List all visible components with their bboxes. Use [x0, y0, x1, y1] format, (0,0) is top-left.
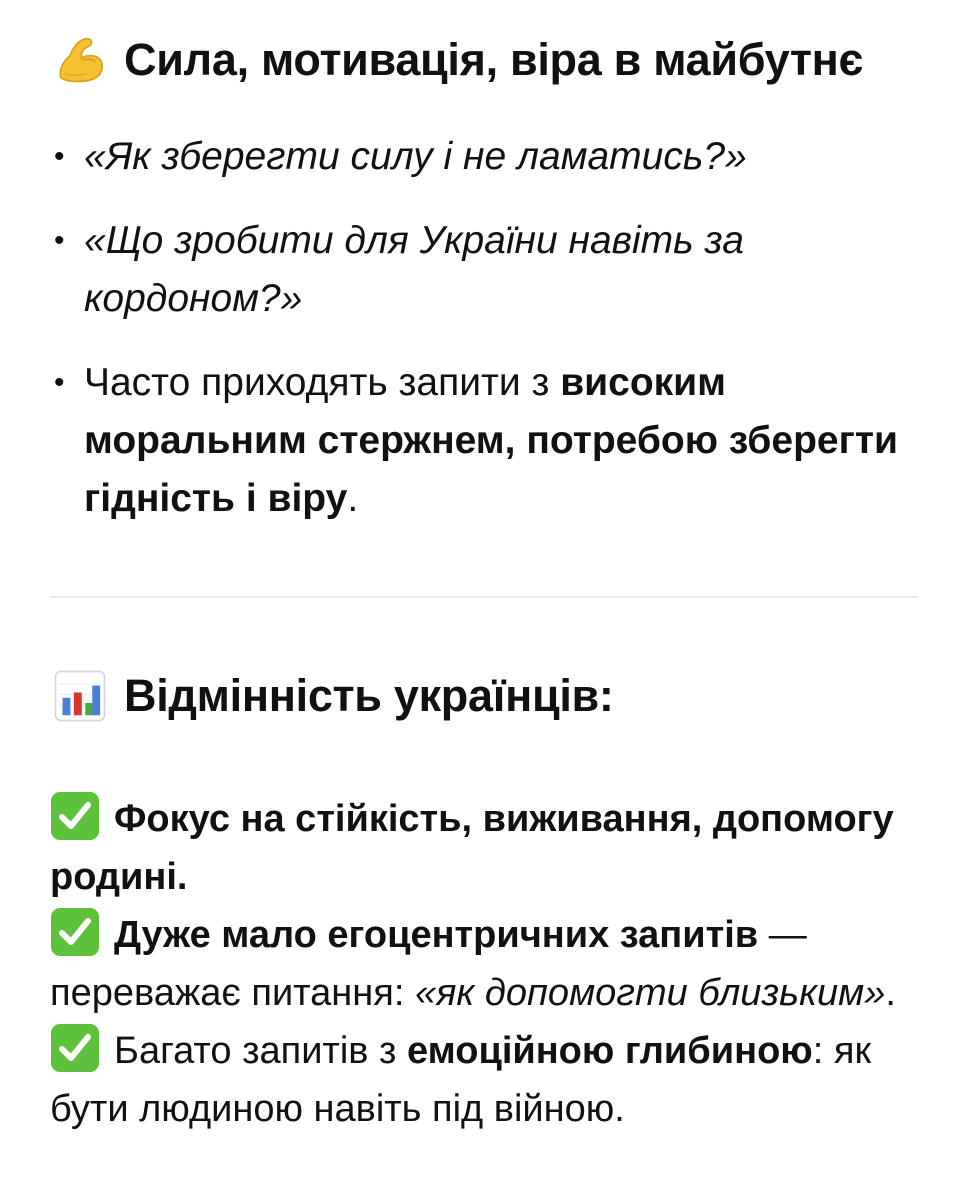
list-item	[52, 212, 922, 328]
check-mark-button-icon	[50, 791, 100, 841]
list-text: .	[885, 972, 896, 1014]
section-title: Відмінність українців:	[124, 670, 614, 721]
quote-text: «Як зберегти силу і не ламатись?»	[84, 135, 747, 178]
list-text-bold: Фокус на стійкість, виживання, допомогу родині.	[50, 798, 894, 898]
bullet-dot: •	[54, 224, 65, 257]
list-text: Часто приходять запити з	[84, 361, 561, 404]
list-text-bold: високим моральним стержнем, потребою зберегти гідність і віру	[84, 361, 898, 520]
checklist-differences	[50, 790, 930, 1138]
check-mark-button-icon	[50, 907, 100, 957]
bullet-dot: •	[54, 366, 65, 399]
section-divider	[50, 596, 918, 598]
section-title: Сила, мотивація, віра в майбутнє	[124, 34, 864, 85]
list-text: .	[347, 477, 359, 520]
list-item	[52, 354, 922, 528]
list-text-bold: Дуже мало егоцентричних запитів	[114, 914, 759, 956]
list-text: Багато запитів з	[114, 1030, 407, 1072]
list-item	[50, 1022, 930, 1138]
list-item	[50, 790, 930, 906]
list-item	[50, 906, 930, 1022]
list-item	[52, 128, 922, 186]
bullet-list-strength	[52, 128, 922, 528]
quote-text: «Що зробити для України навіть за кордоном?»	[84, 219, 744, 320]
section-heading-differences	[52, 668, 614, 724]
check-mark-button-icon	[50, 1023, 100, 1073]
flexed-biceps-icon	[52, 32, 108, 88]
section-heading-strength	[52, 32, 863, 88]
list-text-bold: емоційною глибиною	[407, 1030, 813, 1072]
list-text: — переважає питання:	[50, 914, 807, 1014]
list-text: : як бути людиною навіть під війною.	[50, 1030, 872, 1130]
list-text-italic: «як допомогти близьким»	[414, 972, 886, 1014]
bullet-dot: •	[54, 140, 65, 173]
bar-chart-icon	[52, 668, 108, 724]
